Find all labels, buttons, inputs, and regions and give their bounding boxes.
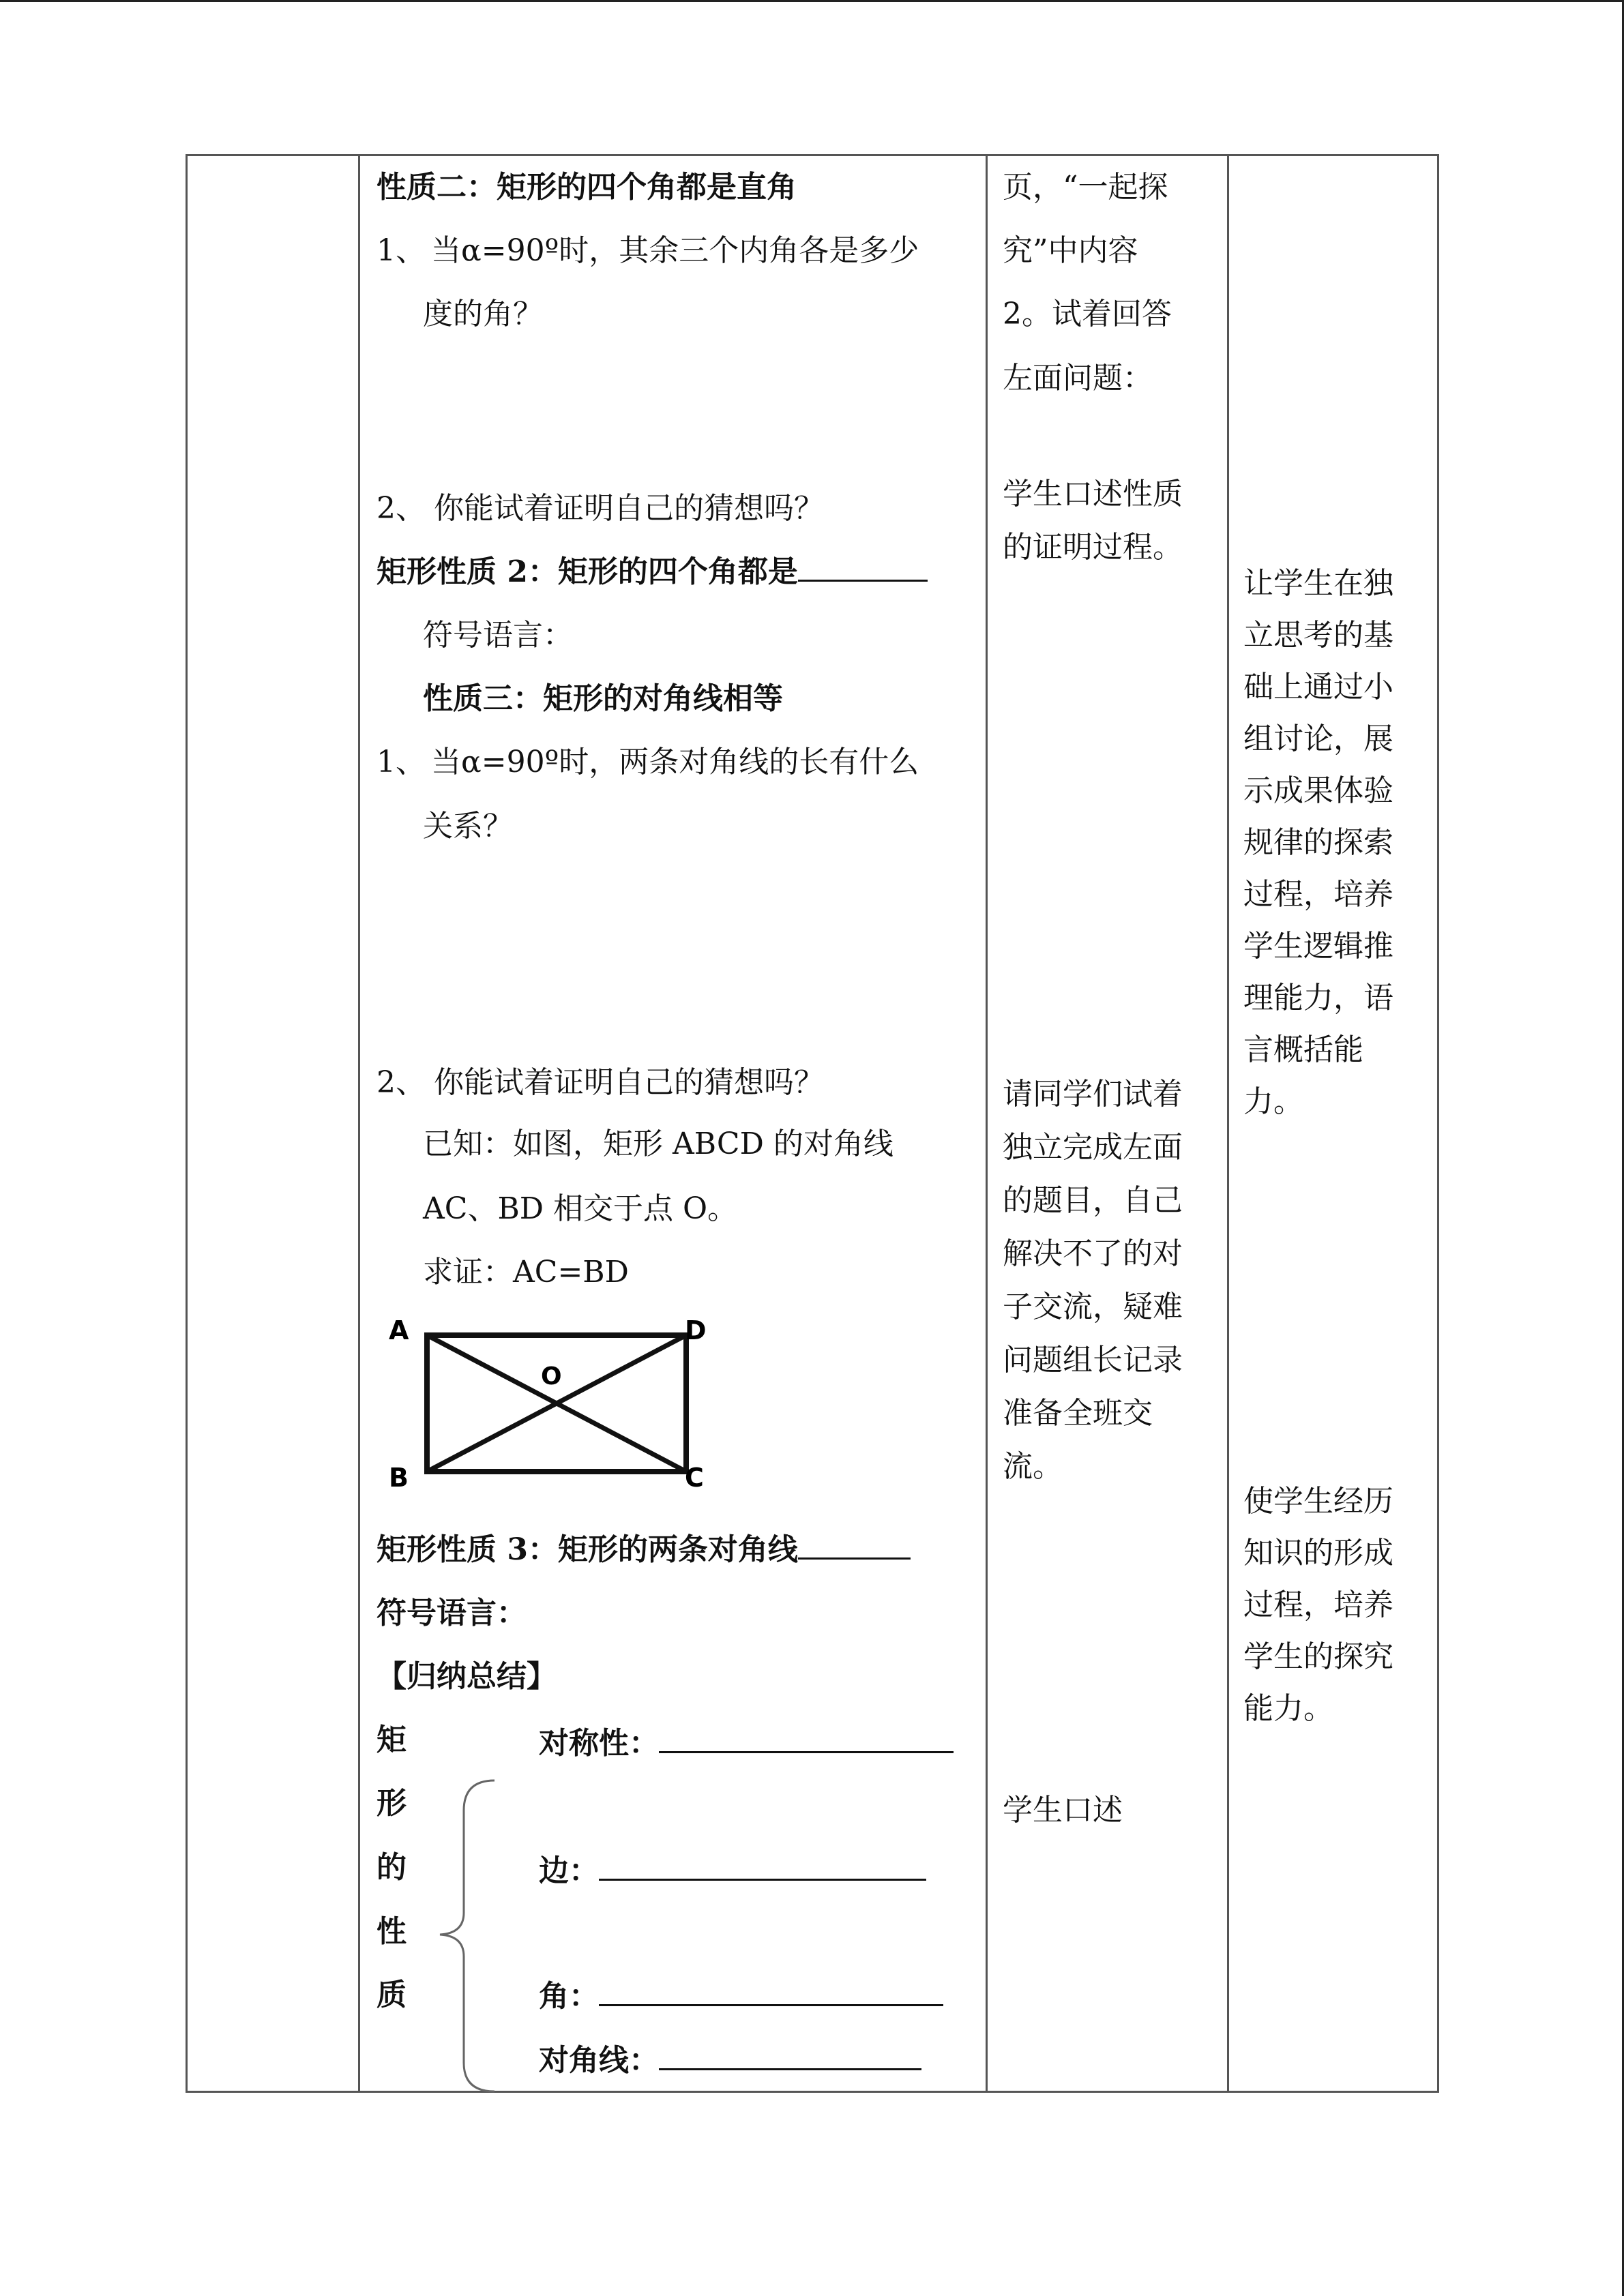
q3-1-line2: 关系？ bbox=[423, 809, 513, 844]
property3-blank[interactable] bbox=[798, 1530, 911, 1560]
property3-statement bbox=[377, 1530, 911, 1569]
intent-text: 过程，培养 bbox=[1243, 877, 1393, 912]
q2-1-number: 1、 bbox=[377, 233, 426, 268]
summary-symmetry-blank[interactable] bbox=[659, 1724, 954, 1753]
summary-char: 形 bbox=[377, 1786, 407, 1821]
vertex-label-b: B bbox=[389, 1463, 409, 1493]
vertex-label-a: A bbox=[389, 1316, 409, 1345]
intent-text: 力。 bbox=[1243, 1084, 1303, 1119]
summary-diagonal-blank[interactable] bbox=[659, 2041, 921, 2070]
summary-side bbox=[539, 1851, 926, 1890]
intent-text: 础上通过小 bbox=[1243, 670, 1393, 704]
student-text: 2。试着回答 bbox=[1003, 297, 1172, 331]
student-text: 的题目，自己 bbox=[1003, 1183, 1183, 1218]
q3-1-number: 1、 bbox=[377, 745, 426, 779]
property2-heading: 性质二：矩形的四个角都是直角 bbox=[377, 170, 797, 205]
summary-diagonal-label: 对角线： bbox=[539, 2043, 659, 2078]
table-top-rule bbox=[186, 154, 1439, 156]
student-text: 学生口述性质 bbox=[1003, 477, 1183, 511]
property2-symbol-language: 符号语言： bbox=[423, 618, 573, 653]
student-text: 页，“一起探 bbox=[1003, 170, 1168, 205]
q3-2-text: 你能试着证明自己的猜想吗？ bbox=[434, 1065, 824, 1100]
property2-blank[interactable] bbox=[798, 552, 928, 582]
property3-label: 矩形性质 3：矩形的两条对角线 bbox=[377, 1532, 798, 1567]
summary-side-label: 边： bbox=[539, 1853, 599, 1888]
property3-heading: 性质三：矩形的对角线相等 bbox=[423, 681, 783, 716]
known-line2: AC、BD 相交于点 O。 bbox=[423, 1191, 738, 1226]
student-text: 准备全班交 bbox=[1003, 1396, 1153, 1431]
student-text: 左面问题： bbox=[1003, 361, 1153, 396]
intent-text: 理能力，语 bbox=[1243, 981, 1393, 1015]
intent-text: 能力。 bbox=[1243, 1691, 1333, 1726]
q2-1-line2: 度的角？ bbox=[423, 297, 543, 331]
vertex-label-d: D bbox=[685, 1316, 707, 1345]
student-text: 流。 bbox=[1003, 1449, 1063, 1484]
q3-1-line1: 当α=90º时，两条对角线的长有什么 bbox=[431, 745, 919, 779]
intent-text: 知识的形成 bbox=[1243, 1536, 1393, 1570]
table-col-rule-3 bbox=[986, 154, 988, 2093]
intent-text: 使学生经历 bbox=[1243, 1484, 1393, 1519]
student-text: 究”中内容 bbox=[1003, 233, 1138, 268]
property2-statement bbox=[377, 552, 928, 591]
table-col-rule-4 bbox=[1227, 154, 1229, 2093]
student-text: 解决不了的对 bbox=[1003, 1236, 1183, 1271]
intent-text: 示成果体验 bbox=[1243, 773, 1393, 808]
center-label-o: O bbox=[541, 1362, 562, 1390]
student-text: 问题组长记录 bbox=[1003, 1343, 1183, 1377]
intent-text: 规律的探索 bbox=[1243, 825, 1393, 860]
page-top-border bbox=[0, 0, 1624, 2]
summary-char: 矩 bbox=[377, 1723, 407, 1757]
property3-symbol-language: 符号语言： bbox=[377, 1596, 527, 1630]
q2-2-number: 2、 bbox=[377, 491, 426, 526]
intent-text: 言概括能 bbox=[1243, 1032, 1363, 1067]
summary-angle bbox=[539, 1977, 943, 2016]
summary-symmetry bbox=[539, 1724, 954, 1763]
table-bottom-rule bbox=[186, 2091, 1439, 2093]
vertex-label-c: C bbox=[685, 1463, 704, 1493]
table-col-rule-1 bbox=[186, 154, 188, 2093]
prove-statement: 求证：AC=BD bbox=[423, 1255, 629, 1289]
known-line1: 已知：如图，矩形 ABCD 的对角线 bbox=[423, 1127, 894, 1161]
table-col-rule-2 bbox=[358, 154, 360, 2093]
summary-symmetry-label: 对称性： bbox=[539, 1726, 659, 1761]
intent-text: 学生逻辑推 bbox=[1243, 929, 1393, 964]
student-text: 独立完成左面 bbox=[1003, 1130, 1183, 1165]
property2-label: 矩形性质 2：矩形的四个角都是 bbox=[377, 554, 798, 589]
summary-char: 的 bbox=[377, 1850, 407, 1885]
summary-diagonal bbox=[539, 2041, 921, 2080]
student-text: 学生口述 bbox=[1003, 1793, 1123, 1828]
summary-angle-blank[interactable] bbox=[599, 1977, 943, 2006]
summary-brace bbox=[430, 1776, 498, 2097]
intent-text: 组讨论，展 bbox=[1243, 721, 1393, 756]
q3-2-number: 2、 bbox=[377, 1065, 426, 1100]
summary-title: 【归纳总结】 bbox=[377, 1659, 557, 1694]
student-text: 子交流，疑难 bbox=[1003, 1289, 1183, 1324]
q2-1-line1: 当α=90º时，其余三个内角各是多少 bbox=[431, 233, 919, 268]
intent-text: 学生的探究 bbox=[1243, 1639, 1393, 1674]
summary-char: 质 bbox=[377, 1978, 407, 2012]
summary-angle-label: 角： bbox=[539, 1979, 599, 2014]
summary-side-blank[interactable] bbox=[599, 1851, 926, 1881]
intent-text: 过程，培养 bbox=[1243, 1587, 1393, 1622]
q2-2-text: 你能试着证明自己的猜想吗？ bbox=[434, 491, 824, 526]
intent-text: 立思考的基 bbox=[1243, 618, 1393, 653]
student-text: 的证明过程。 bbox=[1003, 530, 1183, 565]
student-text: 请同学们试着 bbox=[1003, 1077, 1183, 1112]
table-col-rule-5 bbox=[1437, 154, 1439, 2093]
intent-text: 让学生在独 bbox=[1243, 566, 1393, 601]
rectangle-abcd-figure bbox=[382, 1316, 723, 1500]
summary-char: 性 bbox=[377, 1914, 407, 1949]
